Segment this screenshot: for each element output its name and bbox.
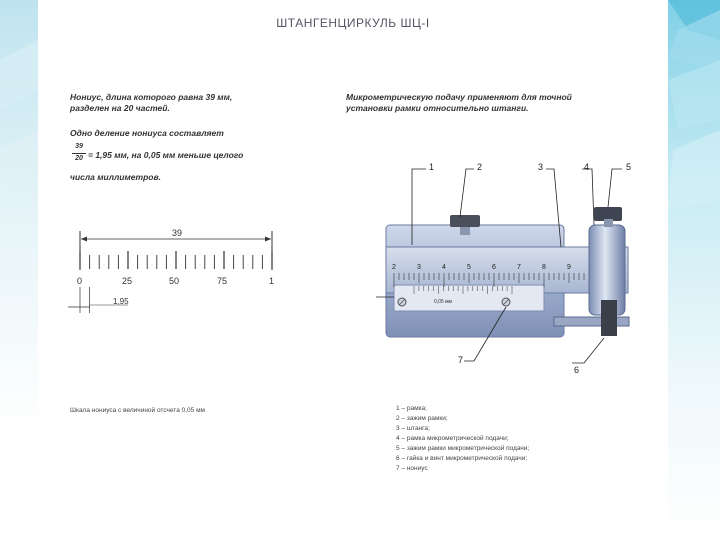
left-text-line-1: Нониус, длина которого равна 39 мм, [70,92,233,102]
length-label: 39 [172,228,183,238]
legend [396,404,529,474]
frame-clamp-knob [450,215,480,227]
right-decorative-frame [668,0,720,540]
tick-label-75: 75 [217,276,228,286]
page-title: ШТАНГЕНЦИРКУЛЬ ШЦ-I [276,16,430,30]
callout-3: 3 [538,162,544,172]
tick-label-1: 1 [269,276,275,286]
callout-line-5 [608,169,622,207]
left-text-line-2: разделен на 20 частей. [70,103,170,113]
main-scale-label: 7 [517,264,521,271]
legend-item: 7 – нониус [396,465,428,472]
left-decorative-frame [0,0,38,540]
vernier-value-label: 0,05 мм [434,299,452,305]
main-scale-label: 9 [567,264,571,271]
frame-pattern [0,0,38,540]
left-text-line-5: числа миллиметров. [70,172,161,182]
fraction-bar [72,153,86,154]
main-scale-label: 6 [492,264,496,271]
main-scale-label: 5 [467,264,471,271]
left-text-line-4: = 1,95 мм, на 0,05 мм меньше целого [88,150,244,160]
callout-line-4 [582,169,594,225]
frame-pattern-right [668,0,720,540]
callout-line-2 [460,169,474,217]
figure-caption: Шкала нониуса с величиной отсчета 0,05 мм [70,407,206,414]
left-text-line-3: Одно деление нониуса составляет [70,128,224,138]
feed-clamp-knob [594,207,622,221]
legend-item: 3 – штанга; [396,425,430,432]
fraction-numerator: 39 [75,143,83,150]
tick-label-50: 50 [169,276,180,286]
legend-item: 2 – зажим рамки; [396,415,448,422]
vernier-ticks [80,251,272,269]
callout-5: 5 [626,162,632,172]
main-scale-label: 4 [442,264,446,271]
callout-2: 2 [477,162,483,172]
callout-line-6 [572,338,604,363]
right-text-line-2: установки рамки относительно штанги. [346,103,529,113]
tick-label-0: 0 [77,276,83,286]
division-label: 1,95 [113,297,129,306]
legend-item: 5 – зажим рамки микрометрической подачи; [396,445,530,452]
tick-label-25: 25 [122,276,133,286]
arrow-right-icon [265,237,271,242]
callout-6: 6 [574,365,580,375]
vernier-plate [394,285,544,311]
legend-item: 4 – рамка микрометрической подачи; [396,435,509,442]
callout-4: 4 [584,162,590,172]
right-text-line-1: Микрометрическую подачу применяют для точной [346,92,572,102]
fraction-denominator: 20 [75,155,83,162]
callout-1: 1 [429,162,435,172]
feed-screw [554,317,629,326]
slide [38,0,668,540]
vernier-scale-figure [68,225,308,325]
caliper-illustration [354,155,634,385]
legend-item: 6 – гайка и винт микрометрической подачи; [396,455,528,462]
main-scale-label: 2 [392,264,396,271]
legend-item: 1 – рамка; [396,405,427,412]
arrow-left-icon [81,237,87,242]
main-scale-label: 8 [542,264,546,271]
main-scale-label: 3 [417,264,421,271]
callout-7: 7 [458,355,464,365]
feed-nut [601,300,617,336]
